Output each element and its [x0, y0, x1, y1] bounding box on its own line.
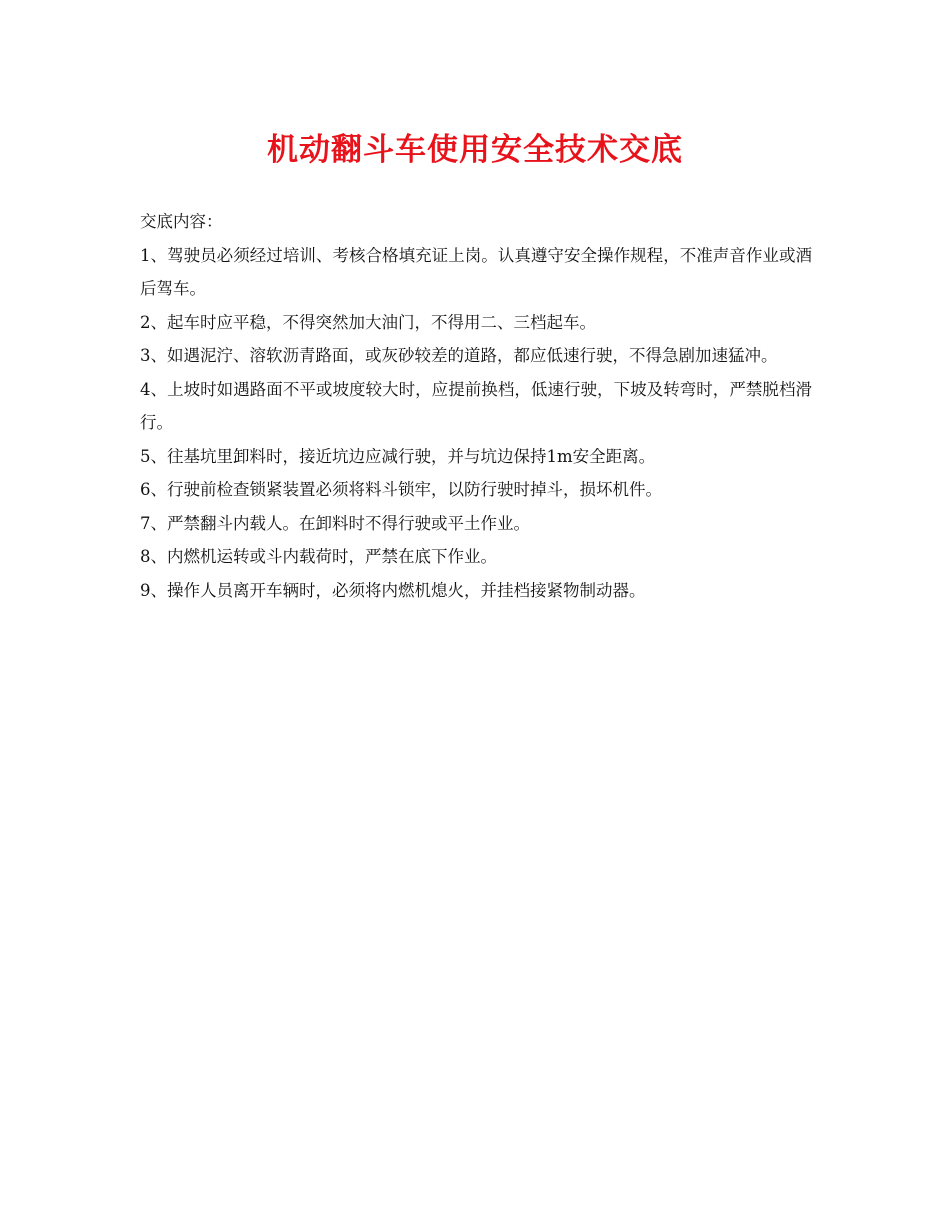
- list-item: 2、起车时应平稳，不得突然加大油门，不得用二、三档起车。: [140, 312, 596, 332]
- list-item: 4、上坡时如遇路面不平或坡度较大时，应提前换档，低速行驶，下坡及转弯时，严禁脱档滑行。: [140, 379, 812, 432]
- list-item: 7、严禁翻斗内载人。在卸料时不得行驶或平土作业。: [140, 513, 530, 533]
- document-body: [140, 205, 812, 607]
- list-item: 1、驾驶员必须经过培训、考核合格填充证上岗。认真遵守安全操作规程，不准声音作业或酒后驾车。: [140, 245, 812, 298]
- list-item: 8、内燃机运转或斗内载荷时，严禁在底下作业。: [140, 547, 497, 566]
- list-item: 3、如遇泥泞、溶软沥青路面，或灰砂较差的道路，都应低速行驶，不得急剧加速猛冲。: [140, 346, 778, 365]
- list-item: 9、操作人员离开车辆时，必须将内燃机熄火，并挂档接紧物制动器。: [140, 580, 646, 600]
- list-item: 5、往基坑里卸料时，接近坑边应减行驶，并与坑边保持1m安全距离。: [140, 446, 656, 466]
- list-item: 6、行驶前检查锁紧装置必须将料斗锁牢，以防行驶时掉斗，损坏机件。: [140, 480, 662, 499]
- document-title: 机动翻斗车使用安全技术交底: [267, 132, 683, 168]
- intro-label: 交底内容：: [140, 212, 223, 231]
